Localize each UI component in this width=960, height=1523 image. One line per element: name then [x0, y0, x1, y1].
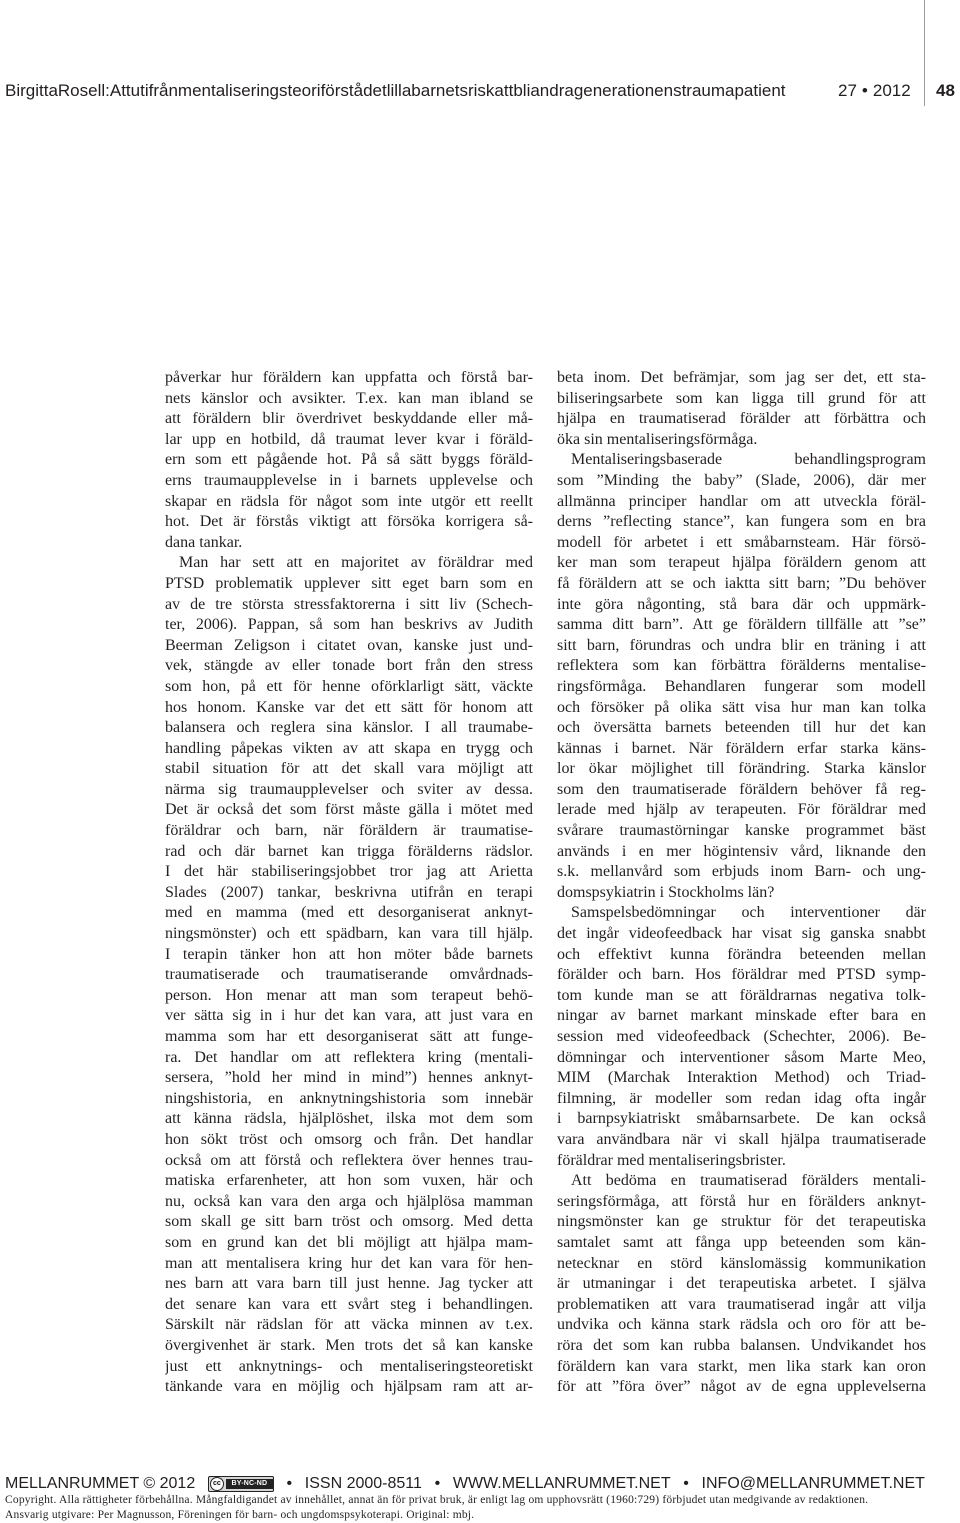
text-line: som skall ge sitt barn tröst och omsorg. Med detta [165, 1213, 533, 1231]
text-line: förälder och barn. Hos föräldrar med PTSD symp- [557, 966, 926, 984]
text-line: dömningar och interventioner såsom Marte Meo, [557, 1048, 926, 1066]
text-line: ter, 2006). Pappan, så som han beskrivs av Judith [165, 616, 533, 634]
text-line: hjälpa en traumatiserad förälder att förbättra och [557, 410, 926, 428]
text-line: modell för arbetet i ett småbarnsteam. Här försö- [557, 533, 926, 551]
text-line: föräldrar med mentaliseringsbrister. [557, 1151, 786, 1169]
text-line: domspsykiatrin i Stockholms län? [557, 883, 775, 901]
text-line: ningshistoria, en anknytningshistoria som innebär [165, 1089, 533, 1107]
text-line: handling påpekas vikten av att skapa en trygg och [165, 739, 533, 757]
text-line: ern som ett pågående hot. På så sätt byggs föräld- [165, 451, 533, 469]
text-line: I det här stabiliseringsjobbet tror jag att Arietta [165, 863, 533, 881]
text-line: är utmaningar i det terapeutiska arbetet. I själva [557, 1275, 926, 1293]
paragraph [165, 553, 533, 1397]
text-line: sersera, ”hold her mind in mind”) hennes anknyt- [165, 1069, 533, 1087]
paragraph [557, 368, 926, 450]
text-line: att föräldern blir överdrivet beskyddande eller må- [165, 410, 533, 428]
text-line: och effektivt kunna förändra beteenden mellan [557, 945, 926, 963]
text-line: Det är också det som först måste gälla i mötet med [165, 801, 533, 819]
text-line: MIM (Marchak Interaktion Method) och Triad- [557, 1069, 926, 1087]
text-line: rad och där barnet kan trigga förälderns rädslor. [165, 842, 533, 860]
text-line: lar upp en hotbild, då traumat lever kvar i föräld- [165, 430, 533, 448]
text-line: filmning, är modeller som redan idag ofta ingår [557, 1089, 926, 1107]
text-line: beta inom. Det befrämjar, som jag ser det, ett sta- [557, 369, 926, 386]
text-line: Beerman Zeligson i citatet ovan, kanske just und- [165, 636, 533, 654]
text-line: seringsförmåga, att förstå hur en förälders anknyt- [557, 1192, 926, 1210]
text-line: närma sig traumaupplevelser och sviter av dessa. [165, 780, 533, 798]
text-line: inte göra någonting, stå bara där och uppmärk- [557, 595, 926, 613]
running-header-title: BirgittaRosell:Attutifrånmentaliseringsteoriförstådetlillabarnetsriskattbliandragenerationenstraumapatient [5, 81, 786, 100]
text-line: ningsmönster) och ett spädbarn, kan vara till hjälp. [165, 925, 533, 943]
text-line: föräldrar och barn, när föräldern är traumatise- [165, 822, 533, 840]
text-line: hos honom. Kanske var det ett sätt för honom att [165, 698, 533, 716]
text-line: som hon, på ett för henne oförklarligt sätt, väckte [165, 677, 533, 695]
cc-license-text: BY-NC-ND [226, 1479, 273, 1489]
cc-icon: cc [210, 1477, 224, 1491]
footer-bar [5, 1475, 925, 1493]
text-line: ningar av barnet markant minskade efter bara en [557, 1007, 926, 1025]
text-line: används i en mer högintensiv vård, liknande den [557, 842, 926, 860]
text-line: det ingår videofeedback har visat sig ganska snabbt [557, 925, 926, 943]
text-line: erns traumaupplevelse in i barnets upplevelse och [165, 471, 533, 489]
text-line: ver sätta sig in i hur det kan vara, att just vara en [165, 1007, 533, 1025]
text-line: matiska erfarenheter, att hon som vuxen, här och [165, 1172, 533, 1190]
text-line: undvika och känna stark rädsla och oro för att be- [557, 1316, 926, 1334]
text-line: ningsmönster kan ge struktur för det terapeutiska [557, 1213, 926, 1231]
text-line: det senare kan vara ett svårt steg i behandlingen. [165, 1295, 533, 1313]
text-line: skapar en rädsla för något som inte utgör ett reellt [165, 492, 533, 510]
paragraph [557, 450, 926, 903]
text-line: att känna rädsla, hjälplöshet, ilska mot dem som [165, 1110, 533, 1128]
text-line: som en grund kan det bli möjligt att hjälpa mam- [165, 1233, 533, 1251]
text-line: Slades (2007) tankar, beskrivna utifrån en terapi [165, 883, 533, 901]
text-line: av de tre största stressfaktorerna i sitt liv (Schech- [165, 595, 533, 613]
text-line: kännas i barnet. När föräldern erfar starka käns- [557, 739, 926, 757]
text-line: samtalet samt att fånga upp beteenden som kän- [557, 1233, 926, 1251]
text-line: netecknar en störd känslomässig kommunikation [557, 1254, 926, 1272]
text-line: tänkande vara en möjlig och hjälpsam ram att ar- [165, 1378, 533, 1396]
text-line: hot. Det är förstås viktigt att försöka korrigera så- [165, 513, 533, 531]
text-line: derns ”reflecting stance”, kan fungera som en bra [557, 513, 926, 531]
text-line: nets känslor och avsikter. T.ex. kan man ibland se [165, 389, 533, 407]
text-line: övergivenhet är stark. Men trots det så kan kanske [165, 1336, 533, 1354]
text-line: dana tankar. [165, 533, 243, 551]
text-line: med en mamma (med ett desorganiserat anknyt- [165, 904, 533, 922]
text-line: ker man som terapeut hjälpa föräldern genom att [557, 554, 926, 572]
text-line: s.k. mellanvård som erbjuds inom Barn- och ung- [557, 863, 926, 881]
text-line: mamma som har ett desorganiserat sätt att funge- [165, 1028, 533, 1045]
text-line: föräldern kan vara starkt, men lika stark kan oron [557, 1357, 926, 1375]
text-line: hon sökt tröst och omsorg och från. Det handlar [165, 1130, 533, 1148]
text-line: balansera och reglera sina känslor. I all traumabe- [165, 719, 533, 737]
issue-year: 2012 [872, 81, 911, 100]
text-line: Att bedöma en traumatiserad förälders mentali- [571, 1172, 926, 1190]
text-line: öka sin mentaliseringsförmåga. [557, 430, 758, 448]
text-line: biliseringsarbete som kan ligga till grund för att [557, 389, 926, 407]
text-line: svårare traumastörningar kanske programmet bäst [557, 822, 926, 840]
footer-issn: ISSN 2000-8511 [304, 1475, 422, 1492]
text-line: stabil situation för att det skall vara möjligt att [165, 760, 533, 778]
cc-license-badge [208, 1476, 274, 1492]
text-line: för att ”föra över” något av de egna upplevelserna [557, 1378, 926, 1396]
text-line: röra det som kan rubba balansen. Undvikandet hos [557, 1336, 926, 1354]
issue-info [838, 80, 911, 102]
text-line: och försöker på olika sätt visa hur man kan tolka [557, 698, 926, 716]
paragraph [557, 1171, 926, 1398]
footer-website: WWW.MELLANRUMMET.NET [452, 1475, 671, 1492]
text-line: session med videofeedback (Schechter, 2006). Be- [557, 1028, 926, 1045]
footer-bullet: • [683, 1475, 689, 1492]
text-line: Samspelsbedömningar och interventioner där [571, 904, 926, 922]
text-line: ra. Det handlar om att reflektera kring (mentali- [165, 1048, 533, 1066]
text-line: person. Hon menar att man som terapeut behö- [165, 986, 533, 1004]
text-line: just ett anknytnings- och mentaliseringsteoretiskt [165, 1357, 533, 1375]
footer-email: INFO@MELLANRUMMET.NET [701, 1475, 925, 1492]
text-line: tom kunde man se att föräldrarnas negativa tolk- [557, 986, 926, 1004]
text-line: samma ditt barn”. Att ge föräldern tillfälle att ”se” [557, 616, 926, 634]
text-line: lerade med hjälp av terapeuten. För föräldrar med [557, 801, 926, 819]
copyright-notice: Copyright. Alla rättigheter förbehållna. Mångfaldigandet av innehållet, annat än för privat bruk, är enligt lag om upphovsrätt (1960:729) förbjudet utan medgivande av redaktionen. [5, 1494, 869, 1506]
text-line: Särskilt när rädslan för att väcka minnen av t.ex. [165, 1316, 533, 1334]
page-number: 48 [936, 81, 955, 100]
text-line: i barnpsykiatriskt småbarnsarbete. De kan också [557, 1110, 926, 1128]
text-line: lor ökar möjlighet till förändring. Starka känslor [557, 760, 926, 778]
text-line: I terapin tänker hon att hon möter både barnets [165, 945, 533, 963]
text-line: PTSD problematik upplever sitt eget barn som en [165, 574, 533, 592]
text-line: sitt barn, förundras och undra blir en träning i att [557, 636, 926, 654]
text-line: och översätta barnets beteenden till hur det kan [557, 719, 926, 737]
text-line: nu, också kan vara den arga och hjälplösa mamman [165, 1192, 533, 1210]
text-line: påverkar hur föräldern kan uppfatta och förstå bar- [165, 369, 533, 386]
text-line: som ”Minding the baby” (Slade, 2006), där mer [557, 471, 926, 489]
text-line: också om att förstå och reflektera över hennes trau- [165, 1151, 533, 1169]
issue-bullet: • [861, 81, 868, 100]
text-line: man att mentalisera kring hur det kan vara för hen- [165, 1254, 533, 1272]
text-line: vek, stängde av eller tonade bort från den stress [165, 657, 533, 675]
text-line: vara användbara när vi skall hjälpa traumatiserade [557, 1130, 926, 1148]
text-line: som den traumatiserade föräldern behöver få reg- [557, 780, 926, 798]
footer-bullet: • [286, 1475, 293, 1492]
text-line: reflektera som kan förbättra förälderns mentalise- [557, 657, 926, 675]
text-line: Mentaliseringsbaserade behandlingsprogram [571, 451, 926, 469]
right-column [557, 368, 926, 1398]
text-line: nes barn att vara barn till just henne. Jag tycker att [165, 1275, 533, 1293]
paragraph [557, 903, 926, 1171]
text-line: allmänna principer handlar om att utveckla föräl- [557, 492, 926, 510]
paragraph [165, 368, 533, 553]
publisher-notice: Ansvarig utgivare: Per Magnusson, Föreningen för barn- och ungdomspsykoterapi. Original: mbj. [5, 1509, 475, 1521]
text-line: problematiken att vara traumatiserad ingår att vilja [557, 1295, 926, 1313]
text-line: få föräldern att se och iaktta sitt barn; ”Du behöver [557, 574, 926, 592]
footer-journal: MELLANRUMMET © 2012 [5, 1475, 196, 1492]
header-vertical-rule [924, 0, 925, 106]
text-line: traumatiserade och traumatiserande omvårdnads- [165, 966, 533, 984]
issue-number: 27 [838, 81, 857, 100]
left-column [165, 368, 533, 1398]
text-line: Man har sett att en majoritet av föräldrar med [179, 554, 533, 572]
footer-bullet: • [434, 1475, 441, 1492]
text-line: ringsförmåga. Behandlaren fungerar som modell [557, 677, 926, 695]
